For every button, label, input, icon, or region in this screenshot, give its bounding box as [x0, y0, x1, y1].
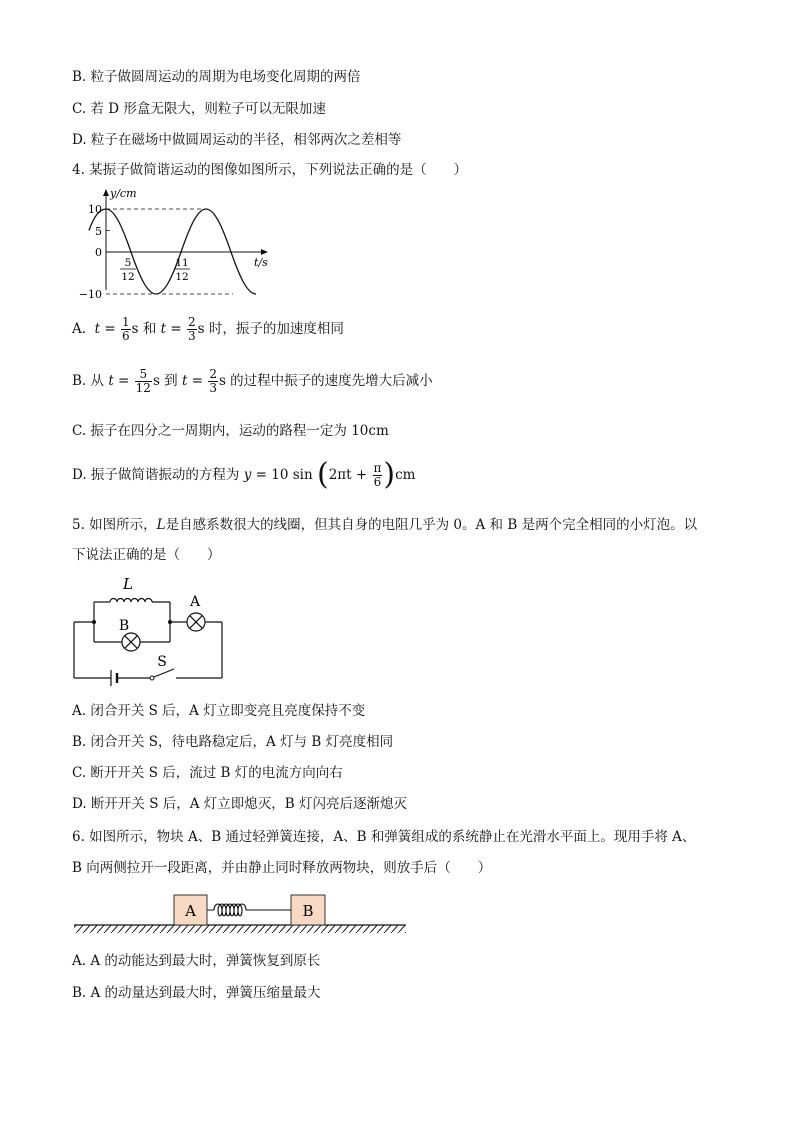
q5-option-c: C. 断开开关 S 后，流过 B 灯的电流方向向右	[72, 765, 343, 781]
q4-option-a: A. t = $\frac{1}{6}$ s 和 t = $\frac{2}{3}$ s 时，振子的加速度相同	[72, 315, 344, 343]
spring	[207, 904, 291, 916]
x-tick-2-num: 11	[175, 257, 189, 269]
y-axis-label: y/cm	[110, 187, 137, 200]
x-axis-label: t/s	[254, 256, 268, 269]
block-b-label: B	[302, 902, 314, 920]
q5-option-d: D. 断开开关 S 后，A 灯立即熄灭，B 灯闪亮后逐渐熄灭	[72, 796, 408, 812]
inductor-coil	[110, 599, 152, 603]
ground-hatching	[74, 925, 406, 933]
q5-option-a: A. 闭合开关 S 后，A 灯立即变亮且亮度保持不变	[72, 703, 366, 719]
y-tick-0: 0	[95, 246, 102, 259]
x-tick-1-den: 12	[121, 271, 135, 283]
q4-oscillation-graph	[78, 186, 278, 298]
x-tick-1-num: 5	[124, 257, 132, 269]
q3-option-d: D. 粒子在磁场中做圆周运动的半径，相邻两次之差相等	[72, 132, 402, 148]
q3-option-b: B. 粒子做圆周运动的周期为电场变化周期的两倍	[72, 69, 361, 85]
q6-stem-line-2: B 向两侧拉开一段距离，并由静止同时释放两物块，则放手后（ ）	[72, 860, 492, 876]
y-tick-10: 10	[88, 203, 102, 216]
q6-stem-line-1: 6. 如图所示，物块 A、B 通过轻弹簧连接，A、B 和弹簧组成的系统静止在光滑水平面上。现用手将 A、	[72, 829, 696, 845]
bulb-b	[122, 633, 140, 651]
x-tick-2-den: 12	[175, 271, 189, 283]
y-tick-5: 5	[95, 225, 102, 238]
q6-spring-blocks-figure	[70, 892, 410, 938]
block-a-label: A	[185, 902, 196, 920]
q4-option-d: D. 振子做简谐振动的方程为 y = 10 sin (2πt + $\frac{\pi}{6}$ )cm	[72, 456, 416, 492]
q5-stem-line-1: 5. 如图所示，L是自感系数很大的线圈，但其自身的电阻几乎为 0。A 和 B 是两个完全相同的小灯泡。以	[72, 517, 698, 533]
q5-option-b: B. 闭合开关 S，待电路稳定后，A 灯与 B 灯亮度相同	[72, 734, 394, 750]
y-tick-neg10: −10	[78, 288, 102, 298]
bulb-a	[187, 613, 205, 631]
q3-option-c: C. 若 D 形盒无限大，则粒子可以无限加速	[72, 101, 326, 117]
x-axis-arrow	[261, 249, 268, 255]
label-switch: S	[157, 654, 167, 670]
label-bulb-a: A	[189, 594, 201, 610]
label-bulb-b: B	[118, 618, 130, 634]
q4-stem: 4. 某振子做简谐运动的图像如图所示，下列说法正确的是（ ）	[72, 162, 468, 178]
q4-option-b: B. 从 t = $\frac{5}{12}$ s 到 t = $\frac{2}{3}$ s 的过程中振子的速度先增大后减小	[72, 367, 433, 395]
q5-circuit-diagram	[70, 574, 230, 692]
q4-option-c: C. 振子在四分之一周期内，运动的路程一定为 10cm	[72, 423, 389, 439]
q5-stem-line-2: 下说法正确的是（ ）	[72, 547, 221, 563]
label-inductor: L	[123, 575, 133, 593]
switch-blade	[154, 669, 174, 677]
q6-option-a: A. A 的动能达到最大时，弹簧恢复到原长	[72, 953, 321, 969]
y-axis-arrow	[103, 189, 109, 196]
q6-option-b: B. A 的动量达到最大时，弹簧压缩量最大	[72, 985, 321, 1001]
